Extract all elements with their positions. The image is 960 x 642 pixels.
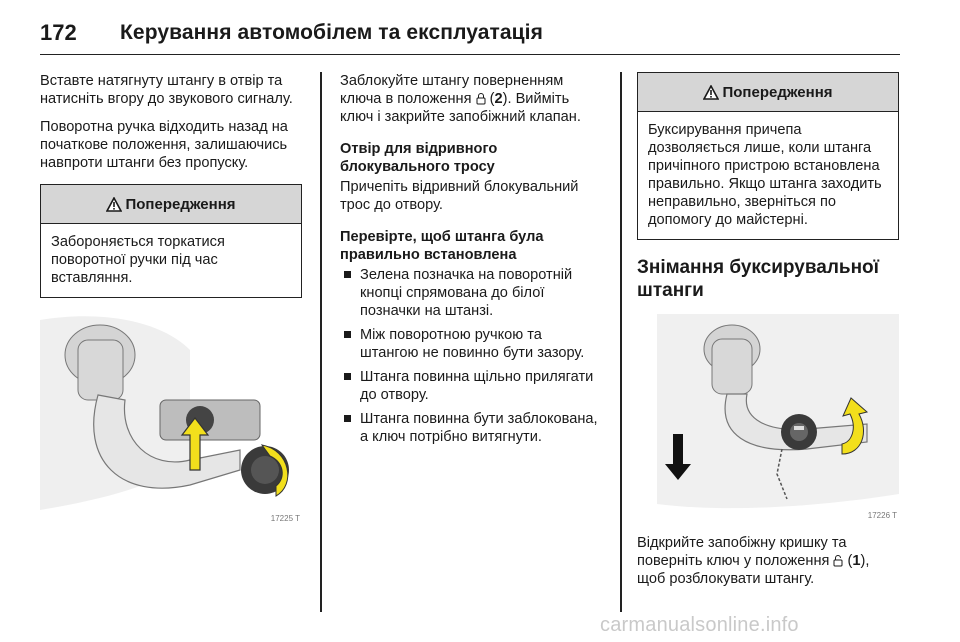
paragraph-handle-returns: Поворотна ручка відходить назад на початкове положення, залишаючись навпроти штанги без пропуску.	[40, 119, 288, 171]
list-item: Зелена позначка на поворотній кнопці спрямована до білої позначки на штанзі.	[340, 266, 602, 320]
tow-bar-drawing	[40, 310, 302, 525]
page-header	[40, 14, 900, 55]
tow-bar-removal-drawing	[637, 314, 899, 524]
paragraph-lock-bar: Заблокуйте штангу поверненням ключа в положення (2). Вийміть ключ і закрийте запобіжний клапан.	[340, 73, 581, 125]
warning-text: Буксирування причепа дозволяється лише, коли штанга причіпного пристрою встановлена правильно. Якщо штанга заходить неправильно, зверніться по допомогу до майстерні.	[648, 122, 882, 228]
lock-position-number: 2	[494, 91, 503, 107]
warning-box	[637, 72, 899, 240]
unlock-text-b: ), щоб розблокувати штангу.	[637, 553, 870, 587]
lock-open-icon	[833, 554, 843, 567]
warning-header	[41, 185, 301, 224]
column-1	[40, 72, 302, 525]
paragraph-unlock-bar: Відкрийте запобіжну кришку та поверніть ключ у положення (1), щоб розблокувати штангу.	[637, 535, 870, 587]
column-3	[637, 72, 899, 598]
paragraph-insert-bar: Вставте натягнуту штангу в отвір та натисніть вгору до звукового сигналу.	[40, 73, 293, 107]
page-title: Керування автомобілем та експлуатація	[120, 21, 543, 44]
subheading-check-installation: Перевірте, щоб штанга була правильно встановлена	[340, 229, 544, 263]
column-divider-2	[620, 72, 622, 612]
column-divider-1	[320, 72, 322, 612]
list-item: Штанга повинна щільно прилягати до отвору.	[340, 368, 602, 404]
warning-header	[638, 73, 898, 112]
figure-code: 17225 T	[270, 514, 300, 523]
section-title-remove-bar: Знімання буксирувальної штанги	[637, 257, 879, 301]
unlock-text-a: Відкрийте запобіжну кришку та поверніть ключ у положення	[637, 535, 847, 569]
watermark: carmanualsonline.info	[600, 614, 799, 636]
lock-text-a: Заблокуйте штангу поверненням ключа в положення	[340, 73, 564, 107]
warning-title: Попередження	[125, 195, 236, 213]
list-item: Штанга повинна бути заблокована, а ключ потрібно витягнути.	[340, 410, 602, 446]
paragraph-attach-cable: Причепіть відривний блокувальний трос до отвору.	[340, 179, 579, 213]
lock-text-b: ). Вийміть ключ і закрийте запобіжний клапан.	[340, 91, 581, 125]
page-number: 172	[40, 20, 77, 45]
warning-text: Забороняється торкатися поворотної ручки під час вставляння.	[51, 234, 225, 286]
lock-closed-icon	[476, 92, 486, 105]
tow-bar-insert-illustration	[40, 310, 302, 525]
warning-box	[40, 184, 302, 298]
tow-bar-remove-illustration	[637, 314, 899, 524]
unlock-position-number: 1	[852, 553, 861, 569]
warning-triangle-icon	[106, 197, 122, 212]
list-item: Між поворотною ручкою та штангою не повинно бути зазору.	[340, 326, 602, 362]
warning-triangle-icon	[703, 85, 719, 100]
column-2	[340, 72, 602, 452]
subheading-breakaway-cable: Отвір для відривного блокувального тросу	[340, 141, 498, 175]
figure-code: 17226 T	[867, 511, 897, 520]
check-list	[340, 266, 602, 446]
warning-title: Попередження	[722, 83, 833, 101]
